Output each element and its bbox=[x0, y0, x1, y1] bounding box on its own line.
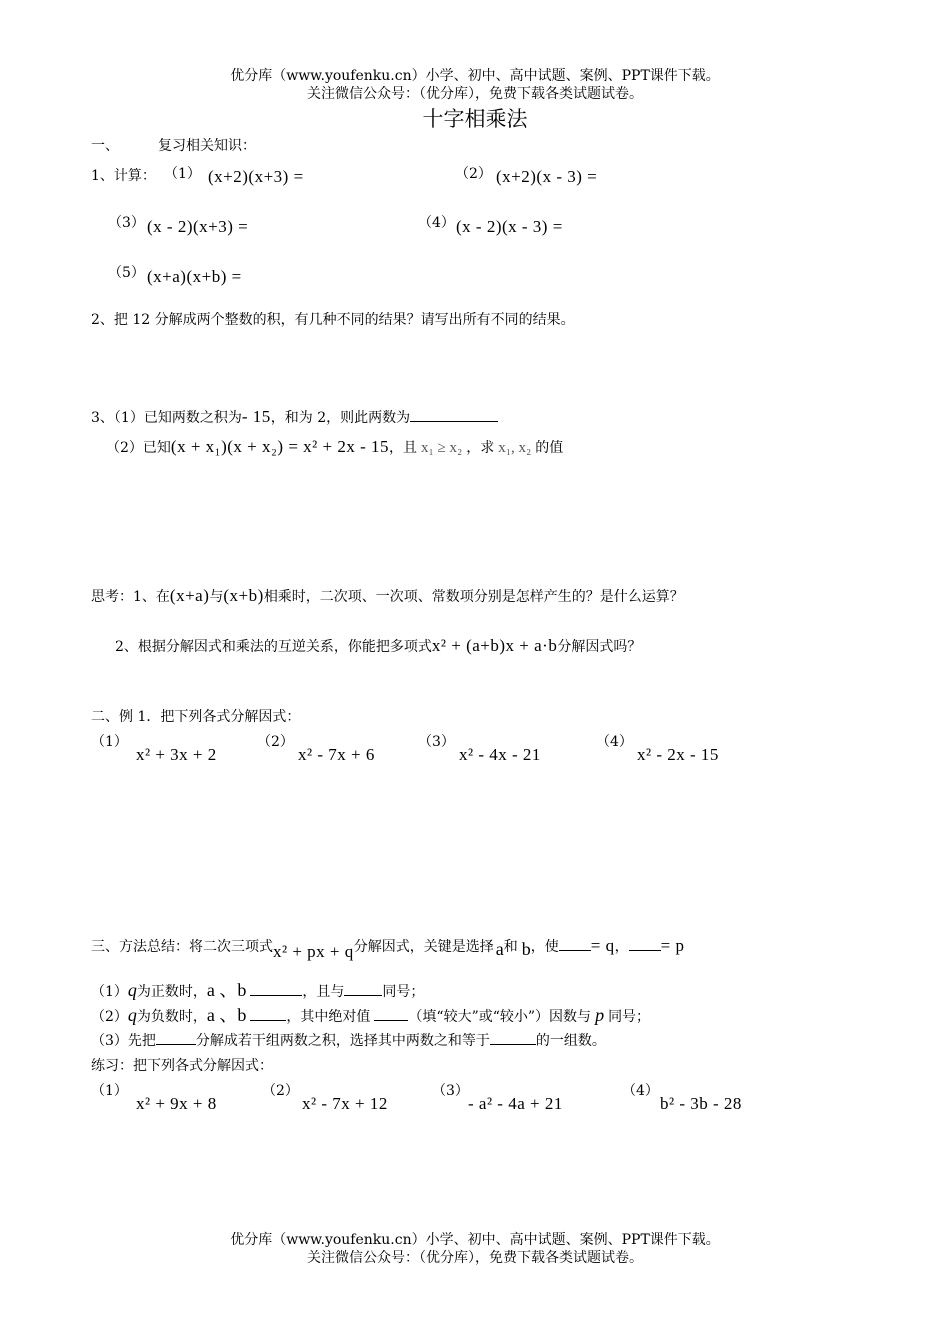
rule2-b: ，其中绝对值 bbox=[286, 1009, 371, 1025]
rule2-a: 为负数时， bbox=[136, 1009, 207, 1025]
header-line-1: 优分库（www.youfenku.cn）小学、初中、高中试题、案例、PPT课件下载。 bbox=[230, 68, 720, 84]
rule1-num: （1） bbox=[91, 984, 128, 1000]
q3-part2-prefix: （2）已知 bbox=[106, 440, 171, 456]
q3-part2-value: 的值 bbox=[535, 440, 564, 456]
example-item-1-num: （1） bbox=[91, 734, 128, 750]
rule1-c: 同号； bbox=[382, 984, 425, 1000]
q3-part1-suffix: ，和为 2，则此两数为 bbox=[270, 410, 411, 426]
think-q1-prefix: 思考：1、在 bbox=[91, 589, 170, 605]
rule2-p: p bbox=[595, 1005, 605, 1025]
rule2-c: （填“较大”或“较小”）因数与 bbox=[408, 1009, 592, 1025]
q1-part3-num: （3） bbox=[108, 215, 145, 231]
footer-line-1: 优分库（www.youfenku.cn）小学、初中、高中试题、案例、PPT课件下载。 bbox=[230, 1232, 720, 1248]
q3-part2 bbox=[106, 437, 563, 458]
q1-part5-num: （5） bbox=[108, 265, 145, 281]
practice-item-2-num: （2） bbox=[262, 1083, 299, 1099]
practice-item-3-num: （3） bbox=[432, 1083, 469, 1099]
practice-item-1-num: （1） bbox=[91, 1083, 128, 1099]
section1-heading: 复习相关知识： bbox=[158, 138, 256, 154]
rule2-blank-abs[interactable] bbox=[374, 1006, 408, 1021]
rule1-blank-sign[interactable] bbox=[250, 981, 302, 996]
rule-2 bbox=[91, 1005, 650, 1027]
practice-item-3-expr: - a² - 4a + 21 bbox=[468, 1094, 563, 1113]
practice-item-4-expr: b² - 3b - 28 bbox=[660, 1094, 742, 1113]
practice-item-4-num: （4） bbox=[622, 1083, 659, 1099]
think-q1 bbox=[91, 586, 684, 607]
summary-var-b: b bbox=[521, 939, 531, 959]
q3-part1 bbox=[91, 407, 498, 428]
rule1-a: 为正数时， bbox=[136, 984, 207, 1000]
think-q1-with: 与 bbox=[209, 589, 224, 605]
summary-eq-q: = q bbox=[590, 936, 615, 955]
rule2-vars: a 、b bbox=[206, 1005, 247, 1025]
q1-part1-expr: (x+2)(x+3) = bbox=[208, 167, 304, 186]
rule1-q: q bbox=[127, 980, 137, 1000]
rule1-blank-same[interactable] bbox=[344, 981, 382, 996]
q1-part5-expr: (x+a)(x+b) = bbox=[147, 267, 242, 286]
rule1-b: ，且与 bbox=[302, 984, 345, 1000]
q1-part2-num: （2） bbox=[455, 166, 492, 182]
think-q1-suffix: 相乘时，二次项、一次项、常数项分别是怎样产生的？是什么运算？ bbox=[263, 589, 684, 605]
example-item-4-num: （4） bbox=[596, 734, 633, 750]
example-item-2-num: （2） bbox=[257, 734, 294, 750]
rule3-b: 分解成若干组两数之积，选择其中两数之和等于 bbox=[195, 1033, 490, 1049]
summary-expr: x² + px + q bbox=[273, 942, 354, 961]
summary-mid: 分解因式，关键是选择 bbox=[353, 939, 494, 955]
summary-blank-sum[interactable] bbox=[629, 936, 661, 951]
example-item-3-num: （3） bbox=[418, 734, 455, 750]
rule3-a: （3）先把 bbox=[91, 1033, 156, 1049]
think-q2-suffix: 分解因式吗？ bbox=[557, 639, 642, 655]
summary-eq-p: = p bbox=[660, 936, 685, 955]
example-item-4-expr: x² - 2x - 15 bbox=[637, 745, 719, 764]
rule3-blank-sum[interactable] bbox=[490, 1030, 536, 1045]
q1-part4-num: （4） bbox=[418, 215, 455, 231]
think-q2-expr: x² + (a+b)x + a·b bbox=[431, 636, 558, 655]
think-q1-expr1: (x+a) bbox=[169, 586, 210, 605]
header-line-2: 关注微信公众号：（优分库），免费下载各类试题试卷。 bbox=[307, 86, 643, 102]
q1-part2-expr: (x+2)(x - 3) = bbox=[496, 167, 598, 186]
q1-label: 1、计算： bbox=[91, 168, 156, 184]
rule2-blank-sign[interactable] bbox=[250, 1006, 286, 1021]
footer-line-2: 关注微信公众号：（优分库），免费下载各类试题试卷。 bbox=[307, 1250, 643, 1266]
rule-3 bbox=[91, 1030, 606, 1051]
section1-heading-num: 一、 bbox=[91, 138, 119, 154]
think-q2 bbox=[115, 636, 641, 657]
q3-part2-and: ，且 bbox=[389, 440, 418, 456]
q3-part1-product: - 15 bbox=[241, 407, 271, 426]
summary-comma: ， bbox=[614, 939, 629, 955]
summary-and: 和 bbox=[503, 939, 518, 955]
q3-part1-prefix: 3、（1）已知两数之积为 bbox=[91, 410, 242, 426]
think-q2-prefix: 2、根据分解因式和乘法的互逆关系，你能把多项式 bbox=[115, 639, 432, 655]
example-item-1-expr: x² + 3x + 2 bbox=[136, 745, 217, 764]
practice-item-1-expr: x² + 9x + 8 bbox=[136, 1094, 217, 1113]
q3-answer-blank[interactable] bbox=[410, 407, 498, 422]
rule3-c: 的一组数。 bbox=[535, 1033, 606, 1049]
rule-1 bbox=[91, 980, 424, 1002]
q1-part4-expr: (x - 2)(x - 3) = bbox=[456, 217, 563, 236]
practice-heading: 练习：把下列各式分解因式： bbox=[91, 1058, 273, 1074]
summary-such-that: ，使 bbox=[530, 939, 559, 955]
page-title: 十字相乘法 bbox=[422, 107, 528, 131]
q3-part2-vars: x₁, x₂ bbox=[498, 440, 532, 456]
example-item-2-expr: x² - 7x + 6 bbox=[298, 745, 375, 764]
q3-part2-condition: x₁ ≥ x₂ bbox=[421, 440, 463, 456]
rule2-q: q bbox=[127, 1005, 137, 1025]
q3-part2-equation: (x + x₁)(x + x₂) = x² + 2x - 15 bbox=[170, 437, 390, 456]
summary-var-a: a bbox=[495, 939, 504, 959]
example-item-3-expr: x² - 4x - 21 bbox=[459, 745, 541, 764]
think-q1-expr2: (x+b) bbox=[223, 586, 264, 605]
rule2-d: 同号； bbox=[608, 1009, 651, 1025]
rule2-num: （2） bbox=[91, 1009, 128, 1025]
summary-blank-product[interactable] bbox=[559, 936, 591, 951]
q1-part3-expr: (x - 2)(x+3) = bbox=[147, 217, 249, 236]
rule1-vars: a 、b bbox=[206, 980, 247, 1000]
summary-prefix: 三、方法总结：将二次三项式 bbox=[91, 939, 273, 955]
rule3-blank-factor[interactable] bbox=[156, 1030, 196, 1045]
q2-text: 2、把 12 分解成两个整数的积，有几种不同的结果？请写出所有不同的结果。 bbox=[91, 312, 575, 328]
section2-heading: 二、例 1．把下列各式分解因式： bbox=[91, 709, 301, 725]
method-summary bbox=[91, 935, 685, 961]
practice-item-2-expr: x² - 7x + 12 bbox=[302, 1094, 388, 1113]
q1-part1-num: （1） bbox=[164, 166, 201, 182]
q3-part2-find: ，求 bbox=[466, 440, 495, 456]
